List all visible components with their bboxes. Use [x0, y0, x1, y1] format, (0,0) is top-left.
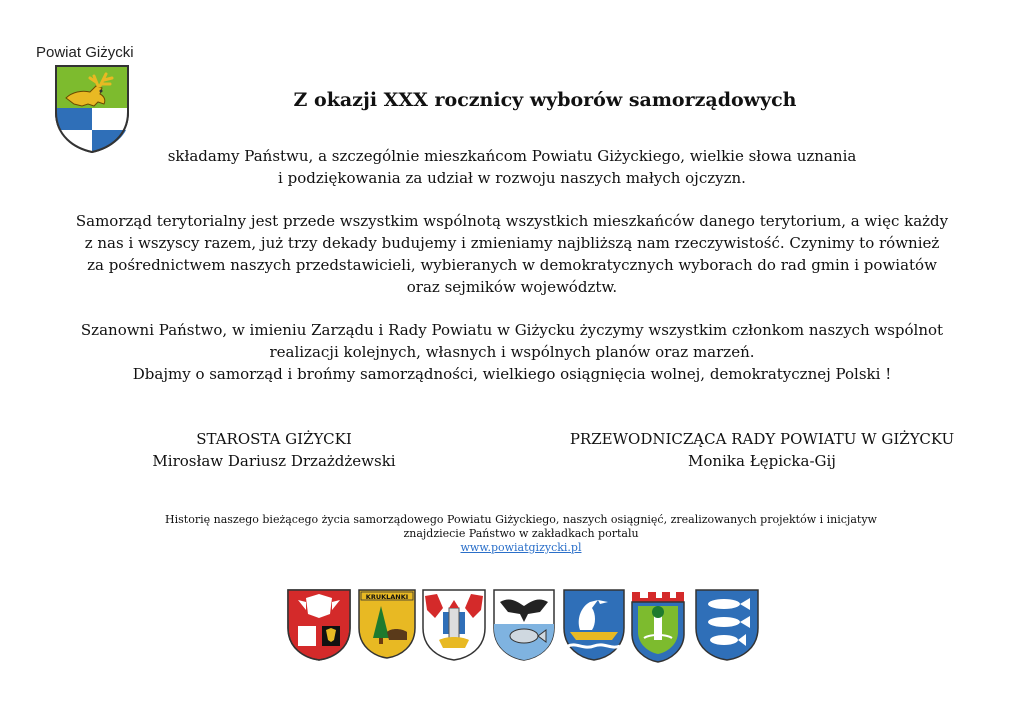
- crest-eagle-icon: [286, 588, 352, 662]
- text-line: Szanowni Państwo, w imieniu Zarządu i Rady Powiatu w Giżycku życzymy wszystkim członkom naszych wspólnot: [80, 321, 944, 339]
- powiat-logo: [36, 44, 146, 61]
- text-line: z nas i wszyscy razem, już trzy dekady budujemy i zmieniamy najbliższą nam rzeczywistość. Czynimy to również: [84, 234, 940, 252]
- paragraph-wishes: [30, 319, 994, 385]
- kruklanki-label: KRUKLANKI: [365, 593, 409, 601]
- crest-kruklanki-icon: [357, 588, 417, 660]
- text-line: składamy Państwu, a szczególnie mieszkańcom Powiatu Giżyckiego, wielkie słowa uznania: [167, 147, 857, 165]
- paragraph-samorzad: [30, 210, 994, 298]
- logo-label: Powiat Giżycki: [36, 44, 134, 61]
- text-line: oraz sejmików województw.: [406, 278, 618, 296]
- page-title: Z okazji XXX rocznicy wyborów samorządowych: [293, 89, 797, 111]
- text-line: Dbajmy o samorząd i brońmy samorządności, wielkiego osiągnięcia wolnej, demokratycznej Polski !: [132, 365, 892, 383]
- crest-castle-icon: [628, 588, 688, 664]
- footer-line: Historię naszego bieżącego życia samorządowego Powiatu Giżyckiego, naszych osiągnięć, zrealizowanych projektów i inicjatyw: [165, 513, 877, 526]
- signature-starosta: [124, 428, 424, 472]
- signature-name: Monika Łępicka-Gij: [688, 452, 836, 470]
- crest-fish-icon: [694, 588, 760, 662]
- paragraph-thanks: [30, 145, 994, 189]
- crest-heron-icon: [562, 588, 626, 662]
- text-line: i podziękowania za udział w rozwoju naszych małych ojczyzn.: [278, 169, 746, 187]
- footer-line: znajdziecie Państwo w zakładkach portalu: [403, 527, 639, 540]
- gmina-crests: [0, 588, 1024, 668]
- signature-role: STAROSTA GIŻYCKI: [196, 430, 352, 448]
- portal-link[interactable]: www.powiatgizycki.pl: [460, 541, 582, 554]
- text-line: za pośrednictwem naszych przedstawicieli, wybieranych w demokratycznych wyborach do rad gmin i powiatów: [87, 256, 937, 274]
- signature-przewodniczaca: [532, 428, 992, 472]
- signature-role: PRZEWODNICZĄCA RADY POWIATU W GIŻYCKU: [569, 430, 955, 448]
- text-line: Samorząd terytorialny jest przede wszystkim wspólnotą wszystkich mieszkańców danego terytorium, a więc każdy: [75, 212, 949, 230]
- signature-name: Mirosław Dariusz Drzażdżewski: [152, 452, 396, 470]
- crest-tower-icon: [421, 588, 487, 662]
- crest-bird-fish-icon: [492, 588, 556, 662]
- text-line: realizacji kolejnych, własnych i wspólnych planów oraz marzeń.: [269, 343, 755, 361]
- footer-note: [0, 513, 1024, 555]
